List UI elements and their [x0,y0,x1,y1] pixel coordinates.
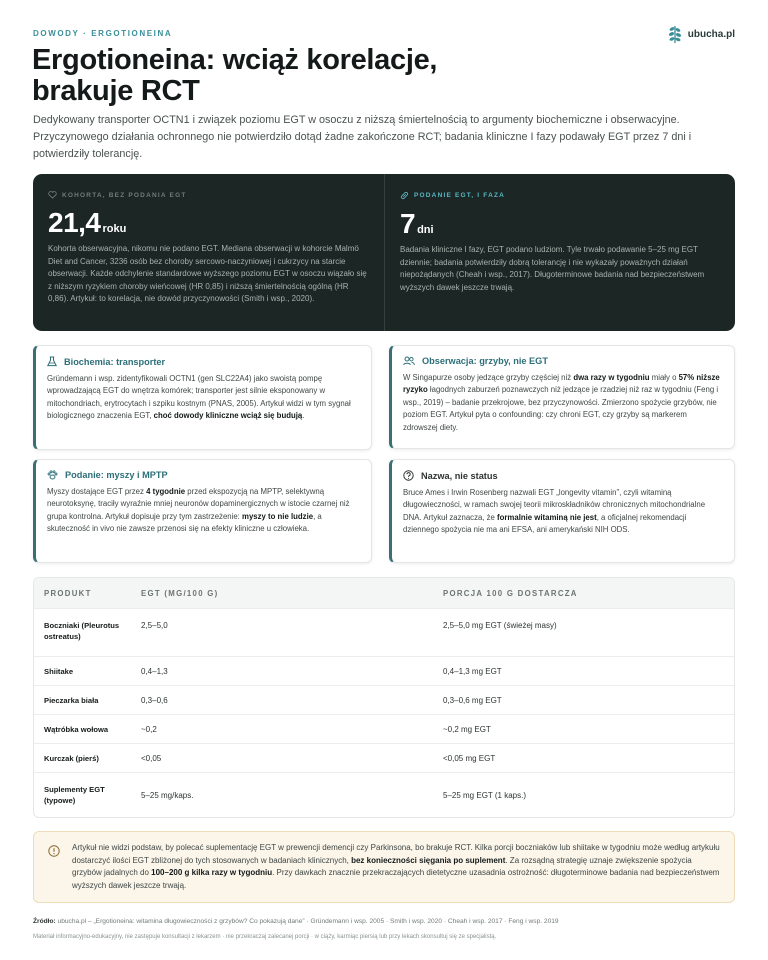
card-observation-body: W Singapurze osoby jedzące grzyby częściej niż dwa razy w tygodniu miały o 57% niższe ryzyko łagodnych zaburzeń poznawczych niż jedzące je rzadziej niż raz w tygodniu (Feng i wsp., 2019) – badanie przekrojowe, bez przyczynowości. Zmierzono spożycie grzybów, nie poziom EGT. Artykuł pyta o confounding: czy chroni EGT, czy grzyby są markerem zdrowszej diety. [403,373,720,432]
table-cell-product: Kurczak (pierś) [44,753,99,763]
table-cell-egt: 0,3–0,6 [141,695,168,705]
card-name-head [403,470,722,481]
stat-cohort-label-text: KOHORTA, BEZ PODANIA EGT [62,191,187,199]
table-cell-egt: 0,4–1,3 [141,666,168,676]
card-observation-title: Obserwacja: grzyby, nie EGT [422,356,548,366]
table-cell-portion: 0,4–1,3 mg EGT [443,666,502,676]
card-name-title: Nazwa, nie status [421,470,498,481]
table-row [34,685,734,714]
eyebrow: DOWODY · ERGOTIONEINA [33,29,173,38]
table-cell-portion: 2,5–5,0 mg EGT (świeżej masy) [443,621,557,630]
paw-icon [47,470,58,480]
card-mice-body: Myszy dostające EGT przez 4 tygodnie przed ekspozycją na MPTP, selektywną neurotoksynę, traciły wyraźnie mniej neuronów dopaminergicznych w istocie czarnej niż grupa kontrolna. Artykuł dopisuje przy tym zastrzeżenie: myszy to nie ludzie, a skuteczność in vivo nie zawsze przenosi się na efekty kliniczne u człowieka. [47,487,350,534]
stat-cohort-number: 21,4 [48,207,101,238]
table-cell-product: Boczniaki (Pleurotus ostreatus) [44,621,120,641]
table-header-portion: PORCJA 100 G DOSTARCZA [443,588,578,598]
stat-cohort-value [48,207,368,239]
heart-icon [48,191,57,199]
table-row [34,608,734,656]
card-name [389,459,735,563]
table-cell-egt: 5–25 mg/kaps. [141,790,194,800]
table-cell-product: Suplementy EGT (typowe) [44,785,105,805]
stat-cohort-unit: roku [102,223,127,235]
alert-icon [48,845,60,902]
stat-phase1-desc: Badania kliniczne I fazy, EGT podano ludziom. Tyle trwało podawanie 5–25 mg EGT dziennie; badania potwierdziły dobrą tolerancję i nie wykazały poważnych działań niepożądanych (Cheah i wsp., 2017). Długoterminowe badania nad bezpieczeństwem wyższych dawek jeszcze trwają. [400,245,705,292]
card-mice-title: Podanie: myszy i MPTP [65,470,168,480]
table-cell-portion: <0,05 mg EGT [443,753,496,763]
stat-phase1-number: 7 [400,208,416,239]
stat-phase1-label-text: PODANIE EGT, I FAZA [414,192,506,199]
card-observation [389,345,735,449]
card-biochem-head [47,356,359,367]
table-row [34,714,734,743]
leaf-logo-icon [667,24,683,44]
table-cell-portion: ~0,2 mg EGT [443,724,491,734]
question-icon [403,470,414,481]
table-row [34,743,734,772]
source-line: Źródło: ubucha.pl – „Ergotioneina: witamina długowieczności z grzybów? Co pokazują dane” · Gründemann i wsp. 2005 · Smith i wsp. 2020 · Cheah i wsp. 2017 · Feng i wsp. 2019 [33,918,559,925]
table-cell-egt: ~0,2 [141,724,157,734]
table-row [34,772,734,817]
logo-name: ubucha.pl [687,28,735,40]
card-observation-head [403,356,722,366]
conclusion-text: Artykuł nie widzi podstaw, by polecać suplementację EGT w prewencji demencji czy Parkinsona, bo brakuje RCT. Kilka porcji boczniaków lub shiitake w tygodniu może według artykułu dostarczyć ilości EGT zbliżonej do tych stosowanych w badaniach klinicznych, bez konieczności sięgania po suplement. Za rozsądną strategię uznaje zwiększenie spożycia grzybów jadalnych do 100–200 g kilka razy w tygodniu. Przy dawkach znacznie przekraczających dietetyczne uzasadnia ostrożność: długoterminowe badania nad bezpieczeństwem wyższych dawek jeszcze trwają. [72,843,720,890]
table-cell-portion: 0,3–0,6 mg EGT [443,695,502,705]
users-icon [403,356,415,366]
table-header-egt: EGT (MG/100 G) [141,588,219,598]
table-cell-product: Shiitake [44,666,74,676]
flask-icon [47,356,57,367]
logo[interactable] [667,24,735,44]
stat-cohort-label [48,191,368,199]
stat-phase1-value [400,208,720,240]
egt-table [33,577,735,818]
table-header-product: PRODUKT [44,588,92,598]
card-biochem [33,345,372,450]
table-cell-product: Wątróbka wołowa [44,724,109,734]
card-biochem-title: Biochemia: transporter [64,356,166,367]
card-name-body: Bruce Ames i Irwin Rosenberg nazwali EGT „longevity vitamin”, czyli witaminą długowieczności, w ramach swojej teorii mikroskładników chronicznych mitochondrialne DNA. Artykuł zaznacza, że formalnie witaminą nie jest, a oficjalnej rekomendacji dziennego spożycia nie ma ani EFSA, ani amerykański NIH ODS. [403,488,706,535]
table-header-row [34,578,734,608]
table-cell-egt: <0,05 [141,753,162,763]
table-cell-product: Pieczarka biała [44,695,99,705]
table-cell-egt: 2,5–5,0 [141,621,168,630]
stat-phase1-unit: dni [417,224,434,236]
stat-cohort [33,174,384,331]
card-biochem-body: Gründemann i wsp. zidentyfikowali OCTN1 (gen SLC22A4) jako swoistą pompę wprowadzającą EGT do wnętrza komórek; transporter jest silnie eksponowany w mitochondriach, erytrocytach i szpiku kostnym (PNAS, 2005). Artykuł widzi w tym sygnał biologicznego znaczenia EGT, choć dowody kliniczne wciąż się budują. [47,374,351,421]
card-mice-head [47,470,359,480]
table-cell-portion: 5–25 mg EGT (1 kaps.) [443,790,526,800]
disclaimer: Materiał informacyjno-edukacyjny, nie zastępuje konsultacji z lekarzem · nie przekraczaj zalecanej porcji · w ciąży, karmiąc piersią lub przy lekach skonsultuj się ze specjalistą. [33,934,497,940]
table-row [34,656,734,685]
stats-panel [33,174,735,331]
page-title: Ergotioneina: wciąż korelacje, brakuje RCT [32,44,438,107]
lead-paragraph: Dedykowany transporter OCTN1 i związek poziomu EGT w osoczu z niższą śmiertelnością to argumenty biochemiczne i obserwacyjne. Przyczynowego działania ochronnego nie potwierdziło dotąd żadne zakończone RCT; badania kliniczne I fazy podawały EGT przez 7 dni i potwierdziły tolerancję. [33,114,692,160]
stat-cohort-desc: Kohorta obserwacyjna, nikomu nie podano EGT. Mediana obserwacji w kohorcie Malmö Diet and Cancer, 3236 osób bez choroby sercowo-naczyniowej i cukrzycy na starcie obserwacji. Każde odchylenie standardowe wyższego poziomu EGT w osoczu wiązało się z niższym ryzykiem choroby wieńcowej (HR 0,85) i niższą śmiertelnością ogólną (HR 0,86). Artykuł: to korelacja, nie dowód przyczynowości (Smith i wsp., 2020). [48,244,367,303]
card-mice [33,459,372,563]
pill-icon [400,191,409,200]
stat-phase1-label [400,191,720,200]
conclusion-callout [33,831,735,903]
stat-phase1 [384,174,736,331]
